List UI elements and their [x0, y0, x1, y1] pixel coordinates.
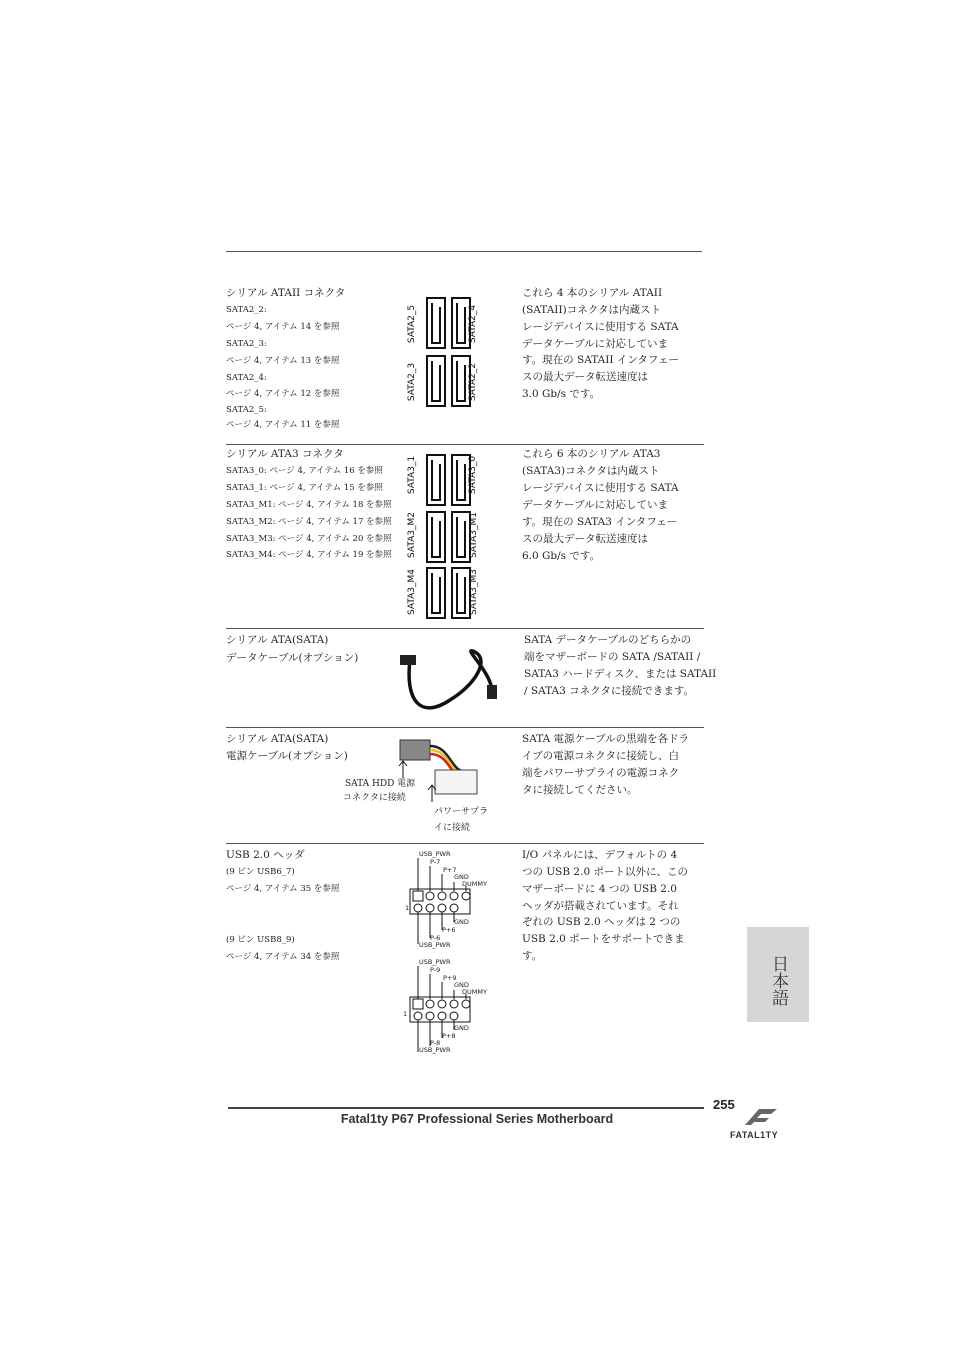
power-cable-desc: SATA 電源ケーブルの黒端を各ドラ	[522, 733, 690, 745]
power-cable-subtitle: 電源ケーブル(オプション)	[226, 750, 348, 762]
page-number: 255	[713, 1097, 735, 1112]
usb-desc: マザーボードに 4 つの USB 2.0	[522, 883, 677, 895]
pin-label: USB_PWR	[419, 1046, 451, 1054]
pin-one-label: 1	[403, 1010, 408, 1018]
pin-label: P-9	[430, 966, 441, 974]
usb-header-2-ref: ページ 4, アイテム 34 を参照	[226, 952, 340, 962]
usb-desc: す。	[522, 950, 543, 962]
pin-label: USB_PWR	[419, 958, 451, 966]
power-cable-title: シリアル ATA(SATA)	[226, 733, 329, 745]
data-cable-subtitle: データケーブル(オプション)	[226, 652, 359, 664]
data-cable-desc: / SATA3 コネクタに接続できます。	[524, 685, 695, 697]
usb-header-2: (9 ピン USB8_9)	[226, 935, 295, 945]
divider-sata3	[226, 444, 704, 445]
port-label: SATA3_1	[407, 455, 418, 495]
footer-title: Fatal1ty P67 Professional Series Motherboard	[340, 1112, 614, 1126]
top-rule	[226, 251, 702, 252]
port-label: SATA3_0	[468, 455, 479, 495]
usb-desc: つの USB 2.0 ポート以外に、この	[522, 866, 688, 878]
sata2-connectors-diagram	[405, 293, 500, 413]
power-cable-desc: 端をパワーサプライの電源コネク	[522, 767, 680, 779]
sata3-connectors-diagram	[405, 451, 500, 623]
psu-caption: イに接続	[434, 823, 471, 833]
fatal1ty-logo-icon	[741, 1105, 781, 1129]
sata3-desc: す。現在の SATA3 インタフェー	[522, 516, 678, 528]
data-cable-desc: SATA データケーブルのどちらかの	[524, 634, 692, 646]
pin-label: DUMMY	[462, 988, 487, 996]
psu-caption: パワーサプラ	[434, 807, 489, 817]
power-cable-desc: イブの電源コネクタに接続し、白	[522, 750, 679, 762]
sata2-desc: レージデバイスに使用する SATA	[522, 321, 679, 333]
sata3-line: SATA3_M3: ページ 4, アイテム 20 を参照	[226, 534, 392, 544]
sata2-line: ページ 4, アイテム 13 を参照	[226, 356, 340, 366]
usb-desc: USB 2.0 ポートをサポートできま	[522, 933, 685, 945]
power-cable-desc: タに接続してください。	[522, 784, 638, 796]
pin-label: GND	[454, 981, 469, 989]
sata2-desc: す。現在の SATAII インタフェー	[522, 354, 679, 366]
pin-label: GND	[454, 918, 469, 926]
language-tab-label: 日本語	[768, 954, 788, 1006]
sata2-desc: データケーブルに対応していま	[522, 338, 669, 350]
sata2-desc: スの最大データ転送速度は	[522, 371, 648, 383]
pin-label: USB_PWR	[419, 850, 451, 858]
sata2-line: ページ 4, アイテム 12 を参照	[226, 389, 340, 399]
sata3-desc: これら 6 本のシリアル ATA3	[522, 448, 661, 460]
sata2-line: ページ 4, アイテム 14 を参照	[226, 322, 340, 332]
divider-power-cable	[226, 727, 704, 728]
pin-one-label: 1	[405, 904, 410, 912]
port-label: SATA3_M2	[407, 511, 418, 559]
pin-label: P-7	[430, 858, 441, 866]
usb-desc: ヘッダが搭載されています。それ	[522, 900, 679, 912]
language-tab	[747, 927, 809, 1022]
sata3-desc: (SATA3)コネクタは内蔵スト	[522, 465, 660, 477]
sata2-desc: (SATAII)コネクタは内蔵スト	[522, 304, 661, 316]
sata3-desc: スの最大データ転送速度は	[522, 533, 648, 545]
sata3-desc: レージデバイスに使用する SATA	[522, 482, 679, 494]
port-label: SATA2_2	[468, 362, 479, 402]
sata2-line: SATA2_4:	[226, 373, 267, 383]
data-cable-desc: 端をマザーボードの SATA /SATAII /	[524, 651, 701, 663]
pin-label: P+9	[443, 974, 457, 982]
pin-label: P+8	[442, 1032, 456, 1040]
sata3-line: SATA3_M2: ページ 4, アイテム 17 を参照	[226, 517, 392, 527]
sata3-line: SATA3_M1: ページ 4, アイテム 18 を参照	[226, 500, 392, 510]
sata2-desc: 3.0 Gb/s です。	[522, 388, 601, 400]
pin-label: GND	[454, 1024, 469, 1032]
port-label: SATA3_M1	[469, 511, 480, 559]
sata3-line: SATA3_0: ページ 4, アイテム 16 を参照	[226, 466, 383, 476]
sata3-line: SATA3_M4: ページ 4, アイテム 19 を参照	[226, 550, 392, 560]
pin-label: DUMMY	[462, 880, 487, 888]
pin-label: USB_PWR	[419, 941, 451, 949]
port-label: SATA3_M3	[469, 568, 480, 616]
usb-title: USB 2.0 ヘッダ	[226, 849, 305, 861]
usb-desc: ぞれの USB 2.0 ヘッダは 2 つの	[522, 916, 681, 928]
pin-label: GND	[454, 873, 469, 881]
usb-header-1-ref: ページ 4, アイテム 35 を参照	[226, 884, 340, 894]
arrow-icon	[427, 784, 437, 802]
port-label: SATA3_M4	[407, 568, 418, 616]
data-cable-title: シリアル ATA(SATA)	[226, 634, 329, 646]
hdd-power-caption: コネクタに接続	[343, 793, 406, 803]
pin-label: P-6	[430, 934, 441, 942]
port-label: SATA2_3	[407, 362, 418, 402]
pin-label: P+6	[442, 926, 456, 934]
fatal1ty-logo-text: FATAL1TY	[730, 1130, 779, 1140]
usb-header-1: (9 ピン USB6_7)	[226, 867, 295, 877]
sata2-title: シリアル ATAII コネクタ	[226, 287, 346, 299]
sata-power-cable-image	[395, 730, 495, 805]
sata2-line: SATA2_3:	[226, 339, 267, 349]
sata3-desc: データケーブルに対応していま	[522, 499, 669, 511]
divider-usb	[226, 843, 704, 844]
sata3-line: SATA3_1: ページ 4, アイテム 15 を参照	[226, 483, 383, 493]
data-cable-desc: SATA3 ハードディスク、または SATAII	[524, 668, 717, 680]
pin-label: P-8	[430, 1039, 441, 1047]
fatal1ty-logo	[727, 1105, 787, 1145]
sata2-line: SATA2_2:	[226, 305, 267, 315]
hdd-power-caption: SATA HDD 電源	[345, 779, 416, 789]
sata3-title: シリアル ATA3 コネクタ	[226, 448, 344, 460]
sata-data-cable-image	[380, 640, 520, 725]
footer-rule	[228, 1107, 704, 1109]
sata2-line: SATA2_5:	[226, 405, 267, 415]
port-label: SATA2_5	[407, 304, 418, 344]
sata2-desc: これら 4 本のシリアル ATAII	[522, 287, 663, 299]
pin-label: P+7	[443, 866, 457, 874]
sata3-desc: 6.0 Gb/s です。	[522, 550, 601, 562]
sata2-line: ページ 4, アイテム 11 を参照	[226, 420, 340, 430]
usb-desc: I/O パネルには、デフォルトの 4	[522, 849, 678, 861]
divider-data-cable	[226, 628, 704, 629]
port-label: SATA2_4	[468, 304, 479, 344]
